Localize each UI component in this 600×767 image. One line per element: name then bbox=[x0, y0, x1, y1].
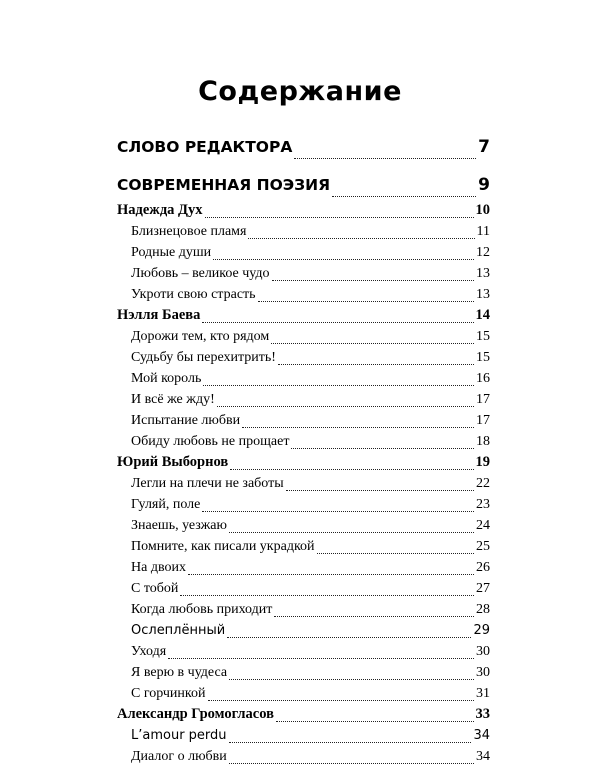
toc-poem[interactable] bbox=[117, 536, 490, 557]
dot-leader bbox=[202, 322, 473, 323]
author-name: Нэлля Баева bbox=[117, 307, 201, 323]
dot-leader bbox=[294, 158, 476, 159]
poem-title: Близнецовое пламя bbox=[131, 224, 247, 239]
toc-page-number: 15 bbox=[476, 329, 490, 344]
toc-page-number: 17 bbox=[476, 392, 490, 407]
toc-page-number: 7 bbox=[478, 137, 490, 157]
dot-leader bbox=[168, 658, 474, 659]
dot-leader bbox=[229, 763, 474, 764]
toc-poem[interactable] bbox=[117, 221, 490, 242]
toc-page-number: 29 bbox=[473, 623, 490, 638]
toc-entry-title: СЛОВО РЕДАКТОРА bbox=[117, 138, 293, 156]
toc-poem[interactable] bbox=[117, 389, 490, 410]
dot-leader bbox=[203, 385, 474, 386]
poem-title: Когда любовь приходит bbox=[131, 602, 273, 617]
poem-title: Обиду любовь не прощает bbox=[131, 434, 290, 449]
toc-page-number: 28 bbox=[476, 602, 490, 617]
poem-title: Дорожи тем, кто рядом bbox=[131, 329, 270, 344]
toc-poem[interactable] bbox=[117, 746, 490, 767]
poem-title: L’amour perdu bbox=[131, 728, 227, 743]
poem-title: Знаешь, уезжаю bbox=[131, 518, 227, 533]
dot-leader bbox=[272, 280, 474, 281]
dot-leader bbox=[205, 217, 474, 218]
toc-page-number: 15 bbox=[476, 350, 490, 365]
toc-page-number: 25 bbox=[476, 539, 490, 554]
toc-author[interactable] bbox=[117, 305, 490, 326]
toc-poem[interactable] bbox=[117, 494, 490, 515]
toc-page-number: 24 bbox=[476, 518, 490, 533]
toc-author[interactable] bbox=[117, 452, 490, 473]
toc-page-number: 17 bbox=[476, 413, 490, 428]
dot-leader bbox=[217, 406, 474, 407]
dot-leader bbox=[230, 469, 473, 470]
poem-title: Родные души bbox=[131, 245, 212, 260]
author-name: Надежда Дух bbox=[117, 202, 203, 218]
poem-title: С горчинкой bbox=[131, 686, 206, 701]
toc-page-number: 9 bbox=[478, 175, 490, 195]
toc-page-number: 19 bbox=[475, 454, 490, 470]
toc-poem[interactable] bbox=[117, 326, 490, 347]
toc-poem[interactable] bbox=[117, 242, 490, 263]
author-name: Юрий Выборнов bbox=[117, 454, 229, 470]
toc-page-number: 34 bbox=[476, 749, 490, 764]
poem-title: Испытание любви bbox=[131, 413, 241, 428]
dot-leader bbox=[202, 511, 474, 512]
toc-poem[interactable] bbox=[117, 347, 490, 368]
toc-poem[interactable] bbox=[117, 431, 490, 452]
toc-entry-editor-note[interactable] bbox=[117, 132, 490, 162]
dot-leader bbox=[180, 595, 474, 596]
dot-leader bbox=[188, 574, 474, 575]
toc-poem[interactable] bbox=[117, 725, 490, 746]
poem-title: И всё же жду! bbox=[131, 392, 215, 407]
poem-title: Укроти свою страсть bbox=[131, 287, 256, 302]
dot-leader bbox=[291, 448, 474, 449]
toc-poem[interactable] bbox=[117, 410, 490, 431]
toc-poem[interactable] bbox=[117, 263, 490, 284]
poem-title: Диалог о любви bbox=[131, 749, 227, 764]
poem-title: С тобой bbox=[131, 581, 179, 596]
dot-leader bbox=[227, 637, 471, 638]
toc-page-number: 22 bbox=[476, 476, 490, 491]
toc-poem[interactable] bbox=[117, 557, 490, 578]
toc-author[interactable] bbox=[117, 704, 490, 725]
toc-poem[interactable] bbox=[117, 683, 490, 704]
toc-poem[interactable] bbox=[117, 599, 490, 620]
toc-page-number: 30 bbox=[476, 665, 490, 680]
toc-poem[interactable] bbox=[117, 620, 490, 641]
toc-page-number: 27 bbox=[476, 581, 490, 596]
dot-leader bbox=[286, 490, 474, 491]
dot-leader bbox=[242, 427, 474, 428]
toc-poem[interactable] bbox=[117, 662, 490, 683]
toc-poem[interactable] bbox=[117, 641, 490, 662]
dot-leader bbox=[229, 679, 474, 680]
poem-title: Судьбу бы перехитрить! bbox=[131, 350, 276, 365]
poem-title: Помните, как писали украдкой bbox=[131, 539, 315, 554]
dot-leader bbox=[213, 259, 474, 260]
toc-entry-title: СОВРЕМЕННАЯ ПОЭЗИЯ bbox=[117, 176, 331, 194]
author-name: Александр Громогласов bbox=[117, 706, 274, 722]
toc-page-number: 13 bbox=[476, 287, 490, 302]
dot-leader bbox=[332, 196, 476, 197]
toc-page-number: 26 bbox=[476, 560, 490, 575]
dot-leader bbox=[229, 742, 472, 743]
toc-page-number: 16 bbox=[476, 371, 490, 386]
poem-title: На двоих bbox=[131, 560, 186, 575]
dot-leader bbox=[208, 700, 475, 701]
toc-page-number: 23 bbox=[476, 497, 490, 512]
toc-author[interactable] bbox=[117, 200, 490, 221]
poem-title: Я верю в чудеса bbox=[131, 665, 228, 680]
toc-page-number: 31 bbox=[476, 686, 490, 701]
table-of-contents bbox=[117, 132, 490, 767]
toc-poem[interactable] bbox=[117, 473, 490, 494]
dot-leader bbox=[229, 532, 474, 533]
dot-leader bbox=[248, 238, 474, 239]
dot-leader bbox=[278, 364, 474, 365]
toc-page-number: 33 bbox=[475, 706, 490, 722]
poem-title: Любовь – великое чудо bbox=[131, 266, 270, 281]
poem-title: Мой король bbox=[131, 371, 202, 386]
toc-page-number: 11 bbox=[476, 224, 490, 239]
toc-poem[interactable] bbox=[117, 515, 490, 536]
toc-poem[interactable] bbox=[117, 368, 490, 389]
toc-poem[interactable] bbox=[117, 284, 490, 305]
toc-page-number: 14 bbox=[475, 307, 490, 323]
dot-leader bbox=[258, 301, 474, 302]
toc-page-number: 34 bbox=[473, 728, 490, 743]
dot-leader bbox=[271, 343, 474, 344]
toc-section-modern-poetry[interactable] bbox=[117, 170, 490, 200]
page-title: Содержание bbox=[198, 76, 402, 107]
toc-poem[interactable] bbox=[117, 578, 490, 599]
toc-page-number: 12 bbox=[476, 245, 490, 260]
poem-title: Уходя bbox=[131, 644, 167, 659]
toc-page-number: 10 bbox=[475, 202, 490, 218]
dot-leader bbox=[317, 553, 474, 554]
toc-page-number: 30 bbox=[476, 644, 490, 659]
poem-title: Ослеплённый bbox=[131, 623, 226, 638]
poem-title: Гуляй, поле bbox=[131, 497, 201, 512]
poem-title: Легли на плечи не заботы bbox=[131, 476, 284, 491]
toc-page-number: 13 bbox=[476, 266, 490, 281]
dot-leader bbox=[274, 616, 474, 617]
toc-page-number: 18 bbox=[476, 434, 490, 449]
dot-leader bbox=[276, 721, 474, 722]
